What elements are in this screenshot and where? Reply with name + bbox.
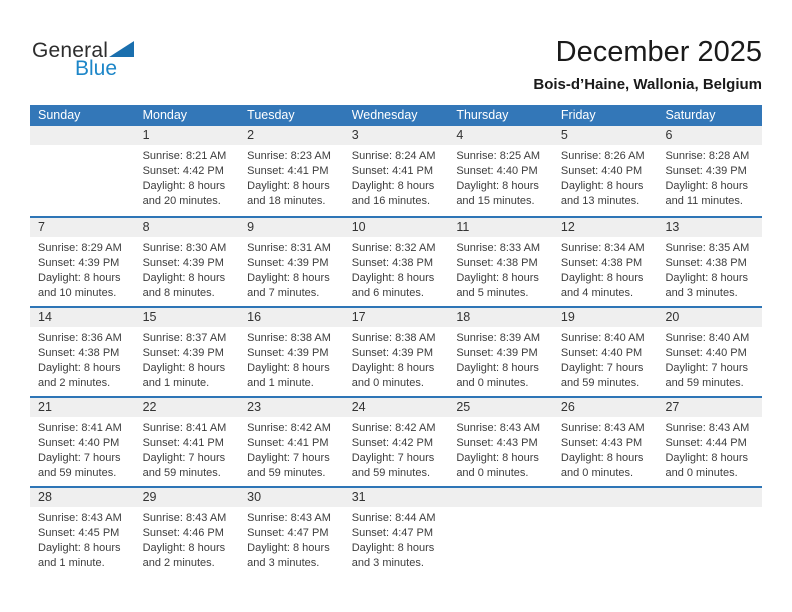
day-details [135, 417, 240, 481]
weekday-header-row [30, 105, 762, 126]
day-details [657, 507, 762, 511]
day-details [239, 507, 344, 571]
day-details [344, 237, 449, 301]
day-details [239, 145, 344, 209]
day-number [553, 488, 658, 507]
day-cell-empty [553, 488, 658, 576]
day-details [448, 327, 553, 391]
sunrise-text: Sunrise: 8:42 AM [247, 422, 331, 434]
sunset-text: Sunset: 4:38 PM [665, 257, 747, 269]
day-cell-24 [344, 398, 449, 486]
day-cell-14 [30, 308, 135, 396]
day-number: 6 [657, 126, 762, 145]
sunrise-text: Sunrise: 8:43 AM [665, 422, 750, 434]
sunset-text: Sunset: 4:38 PM [456, 257, 538, 269]
daylight-text: Daylight: 8 hours and 0 minutes. [560, 452, 644, 479]
day-details [135, 145, 240, 209]
day-details [344, 327, 449, 391]
week-row-3 [30, 306, 762, 396]
daylight-text: Daylight: 8 hours and 8 minutes. [142, 272, 226, 299]
sunrise-text: Sunrise: 8:24 AM [351, 150, 436, 162]
daylight-text: Daylight: 8 hours and 20 minutes. [142, 180, 226, 207]
day-cell-16 [239, 308, 344, 396]
day-number: 28 [30, 488, 135, 507]
daylight-text: Daylight: 8 hours and 11 minutes. [665, 180, 749, 207]
daylight-text: Daylight: 8 hours and 0 minutes. [456, 362, 539, 389]
sunset-text: Sunset: 4:41 PM [247, 437, 329, 449]
daylight-text: Daylight: 8 hours and 3 minutes. [351, 542, 435, 569]
day-number: 30 [239, 488, 344, 507]
day-details [448, 145, 553, 209]
day-number: 4 [448, 126, 553, 145]
sunset-text: Sunset: 4:40 PM [456, 165, 538, 177]
day-details [30, 507, 135, 571]
day-cell-15 [135, 308, 240, 396]
generalblue-logo [32, 40, 134, 79]
day-cell-20 [657, 308, 762, 396]
daylight-text: Daylight: 7 hours and 59 minutes. [665, 362, 749, 389]
sunrise-text: Sunrise: 8:26 AM [560, 150, 645, 162]
page-subtitle: Bois-d’Haine, Wallonia, Belgium [533, 76, 762, 93]
day-details [239, 237, 344, 301]
day-number: 19 [553, 308, 658, 327]
day-cell-6 [657, 126, 762, 216]
sunrise-text: Sunrise: 8:43 AM [560, 422, 645, 434]
day-cell-7 [30, 218, 135, 306]
day-details [657, 145, 762, 209]
day-cell-12 [553, 218, 658, 306]
sunrise-text: Sunrise: 8:40 AM [665, 332, 750, 344]
day-cell-empty [448, 488, 553, 576]
sunset-text: Sunset: 4:38 PM [351, 257, 434, 269]
daylight-text: Daylight: 8 hours and 2 minutes. [142, 542, 226, 569]
sunset-text: Sunset: 4:46 PM [142, 527, 224, 539]
weekday-header-thursday: Thursday [456, 108, 509, 122]
sunset-text: Sunset: 4:40 PM [38, 437, 120, 449]
day-number: 10 [344, 218, 449, 237]
day-cell-8 [135, 218, 240, 306]
day-cell-30 [239, 488, 344, 576]
day-number: 7 [30, 218, 135, 237]
day-number [657, 488, 762, 507]
day-details [30, 327, 135, 391]
daylight-text: Daylight: 8 hours and 2 minutes. [38, 362, 121, 389]
sunrise-text: Sunrise: 8:30 AM [142, 242, 227, 254]
day-cell-23 [239, 398, 344, 486]
sunset-text: Sunset: 4:42 PM [351, 437, 434, 449]
day-number: 26 [553, 398, 658, 417]
daylight-text: Daylight: 7 hours and 59 minutes. [560, 362, 644, 389]
calendar-table [30, 105, 762, 576]
sunrise-text: Sunrise: 8:31 AM [247, 242, 331, 254]
sunset-text: Sunset: 4:39 PM [142, 347, 224, 359]
sunrise-text: Sunrise: 8:25 AM [456, 150, 541, 162]
day-cell-18 [448, 308, 553, 396]
calendar-weeks [30, 126, 762, 576]
day-details [448, 237, 553, 301]
day-details [553, 145, 658, 209]
day-details [553, 417, 658, 481]
daylight-text: Daylight: 7 hours and 59 minutes. [142, 452, 226, 479]
day-details [239, 417, 344, 481]
day-cell-11 [448, 218, 553, 306]
day-cell-29 [135, 488, 240, 576]
sunset-text: Sunset: 4:40 PM [665, 347, 747, 359]
sunrise-text: Sunrise: 8:35 AM [665, 242, 750, 254]
sunrise-text: Sunrise: 8:38 AM [351, 332, 436, 344]
day-number: 12 [553, 218, 658, 237]
weekday-header-sunday: Sunday [38, 108, 81, 122]
daylight-text: Daylight: 7 hours and 59 minutes. [38, 452, 121, 479]
day-number: 25 [448, 398, 553, 417]
day-cell-empty [657, 488, 762, 576]
day-number: 29 [135, 488, 240, 507]
day-number: 15 [135, 308, 240, 327]
daylight-text: Daylight: 7 hours and 59 minutes. [247, 452, 330, 479]
day-number [30, 126, 135, 145]
sunrise-text: Sunrise: 8:34 AM [560, 242, 645, 254]
sunrise-text: Sunrise: 8:44 AM [351, 512, 436, 524]
weekday-header-friday: Friday [560, 108, 596, 122]
day-cell-10 [344, 218, 449, 306]
day-details [448, 507, 553, 511]
daylight-text: Daylight: 8 hours and 7 minutes. [247, 272, 330, 299]
day-cell-19 [553, 308, 658, 396]
day-number: 17 [344, 308, 449, 327]
daylight-text: Daylight: 8 hours and 0 minutes. [456, 452, 539, 479]
weekday-header-monday: Monday [142, 108, 188, 122]
day-cell-13 [657, 218, 762, 306]
day-number: 27 [657, 398, 762, 417]
day-number: 24 [344, 398, 449, 417]
sunset-text: Sunset: 4:43 PM [456, 437, 538, 449]
sunset-text: Sunset: 4:47 PM [351, 527, 434, 539]
day-number: 16 [239, 308, 344, 327]
day-details [344, 417, 449, 481]
sunset-text: Sunset: 4:41 PM [247, 165, 329, 177]
daylight-text: Daylight: 8 hours and 4 minutes. [560, 272, 644, 299]
day-cell-3 [344, 126, 449, 216]
sunrise-text: Sunrise: 8:43 AM [247, 512, 331, 524]
sunrise-text: Sunrise: 8:38 AM [247, 332, 331, 344]
sunrise-text: Sunrise: 8:43 AM [456, 422, 541, 434]
sunrise-text: Sunrise: 8:40 AM [560, 332, 645, 344]
page-title: December 2025 [555, 36, 762, 68]
sunset-text: Sunset: 4:42 PM [142, 165, 224, 177]
day-cell-22 [135, 398, 240, 486]
week-row-1 [30, 126, 762, 216]
sunset-text: Sunset: 4:41 PM [351, 165, 434, 177]
day-cell-2 [239, 126, 344, 216]
sunrise-text: Sunrise: 8:41 AM [38, 422, 122, 434]
day-details [30, 145, 135, 149]
day-details [657, 327, 762, 391]
day-cell-empty [30, 126, 135, 216]
daylight-text: Daylight: 8 hours and 10 minutes. [38, 272, 121, 299]
day-details [239, 327, 344, 391]
week-row-4 [30, 396, 762, 486]
day-number: 31 [344, 488, 449, 507]
daylight-text: Daylight: 8 hours and 1 minute. [38, 542, 121, 569]
day-number: 11 [448, 218, 553, 237]
day-details [553, 237, 658, 301]
sunset-text: Sunset: 4:43 PM [560, 437, 643, 449]
day-cell-26 [553, 398, 658, 486]
sunrise-text: Sunrise: 8:43 AM [38, 512, 122, 524]
day-details [135, 327, 240, 391]
day-number: 23 [239, 398, 344, 417]
day-details [344, 145, 449, 209]
daylight-text: Daylight: 8 hours and 3 minutes. [665, 272, 749, 299]
sunrise-text: Sunrise: 8:28 AM [665, 150, 750, 162]
day-details [657, 417, 762, 481]
sunset-text: Sunset: 4:40 PM [560, 347, 643, 359]
sunset-text: Sunset: 4:39 PM [38, 257, 120, 269]
sunset-text: Sunset: 4:41 PM [142, 437, 224, 449]
daylight-text: Daylight: 8 hours and 13 minutes. [560, 180, 644, 207]
day-cell-31 [344, 488, 449, 576]
daylight-text: Daylight: 8 hours and 0 minutes. [665, 452, 749, 479]
day-cell-25 [448, 398, 553, 486]
daylight-text: Daylight: 8 hours and 6 minutes. [351, 272, 435, 299]
sunrise-text: Sunrise: 8:32 AM [351, 242, 436, 254]
daylight-text: Daylight: 8 hours and 18 minutes. [247, 180, 330, 207]
day-number: 22 [135, 398, 240, 417]
logo-triangle-icon [109, 41, 134, 57]
sunrise-text: Sunrise: 8:41 AM [142, 422, 227, 434]
daylight-text: Daylight: 8 hours and 16 minutes. [351, 180, 435, 207]
sunrise-text: Sunrise: 8:36 AM [38, 332, 122, 344]
logo-text-general: General [32, 39, 109, 62]
sunset-text: Sunset: 4:39 PM [247, 257, 329, 269]
sunrise-text: Sunrise: 8:33 AM [456, 242, 541, 254]
day-cell-1 [135, 126, 240, 216]
sunset-text: Sunset: 4:38 PM [560, 257, 643, 269]
daylight-text: Daylight: 7 hours and 59 minutes. [351, 452, 435, 479]
sunset-text: Sunset: 4:47 PM [247, 527, 329, 539]
sunset-text: Sunset: 4:44 PM [665, 437, 747, 449]
day-cell-4 [448, 126, 553, 216]
weekday-header-tuesday: Tuesday [247, 108, 295, 122]
day-number: 2 [239, 126, 344, 145]
day-details [30, 237, 135, 301]
daylight-text: Daylight: 8 hours and 3 minutes. [247, 542, 330, 569]
week-row-5 [30, 486, 762, 576]
day-details [30, 417, 135, 481]
sunset-text: Sunset: 4:45 PM [38, 527, 120, 539]
day-number: 21 [30, 398, 135, 417]
daylight-text: Daylight: 8 hours and 0 minutes. [351, 362, 435, 389]
sunrise-text: Sunrise: 8:21 AM [142, 150, 227, 162]
sunset-text: Sunset: 4:39 PM [665, 165, 747, 177]
sunrise-text: Sunrise: 8:29 AM [38, 242, 122, 254]
day-details [553, 507, 658, 511]
sunset-text: Sunset: 4:39 PM [456, 347, 538, 359]
weekday-header-wednesday: Wednesday [351, 108, 418, 122]
day-number: 20 [657, 308, 762, 327]
day-details [657, 237, 762, 301]
day-number: 18 [448, 308, 553, 327]
day-number: 8 [135, 218, 240, 237]
sunset-text: Sunset: 4:38 PM [38, 347, 120, 359]
day-cell-17 [344, 308, 449, 396]
sunrise-text: Sunrise: 8:42 AM [351, 422, 436, 434]
day-cell-27 [657, 398, 762, 486]
day-number: 13 [657, 218, 762, 237]
day-cell-9 [239, 218, 344, 306]
week-row-2 [30, 216, 762, 306]
day-details [448, 417, 553, 481]
day-details [553, 327, 658, 391]
day-number: 14 [30, 308, 135, 327]
day-details [135, 237, 240, 301]
sunset-text: Sunset: 4:39 PM [351, 347, 434, 359]
sunset-text: Sunset: 4:40 PM [560, 165, 643, 177]
day-number: 9 [239, 218, 344, 237]
day-number: 5 [553, 126, 658, 145]
sunrise-text: Sunrise: 8:37 AM [142, 332, 227, 344]
day-details [135, 507, 240, 571]
sunrise-text: Sunrise: 8:43 AM [142, 512, 227, 524]
daylight-text: Daylight: 8 hours and 1 minute. [247, 362, 330, 389]
day-cell-21 [30, 398, 135, 486]
day-cell-28 [30, 488, 135, 576]
sunrise-text: Sunrise: 8:39 AM [456, 332, 541, 344]
day-number: 1 [135, 126, 240, 145]
logo-text-blue: Blue [75, 57, 118, 80]
daylight-text: Daylight: 8 hours and 1 minute. [142, 362, 226, 389]
daylight-text: Daylight: 8 hours and 15 minutes. [456, 180, 539, 207]
weekday-header-saturday: Saturday [665, 108, 716, 122]
sunset-text: Sunset: 4:39 PM [247, 347, 329, 359]
daylight-text: Daylight: 8 hours and 5 minutes. [456, 272, 539, 299]
day-number [448, 488, 553, 507]
day-details [344, 507, 449, 571]
sunrise-text: Sunrise: 8:23 AM [247, 150, 331, 162]
day-number: 3 [344, 126, 449, 145]
day-cell-5 [553, 126, 658, 216]
sunset-text: Sunset: 4:39 PM [142, 257, 224, 269]
